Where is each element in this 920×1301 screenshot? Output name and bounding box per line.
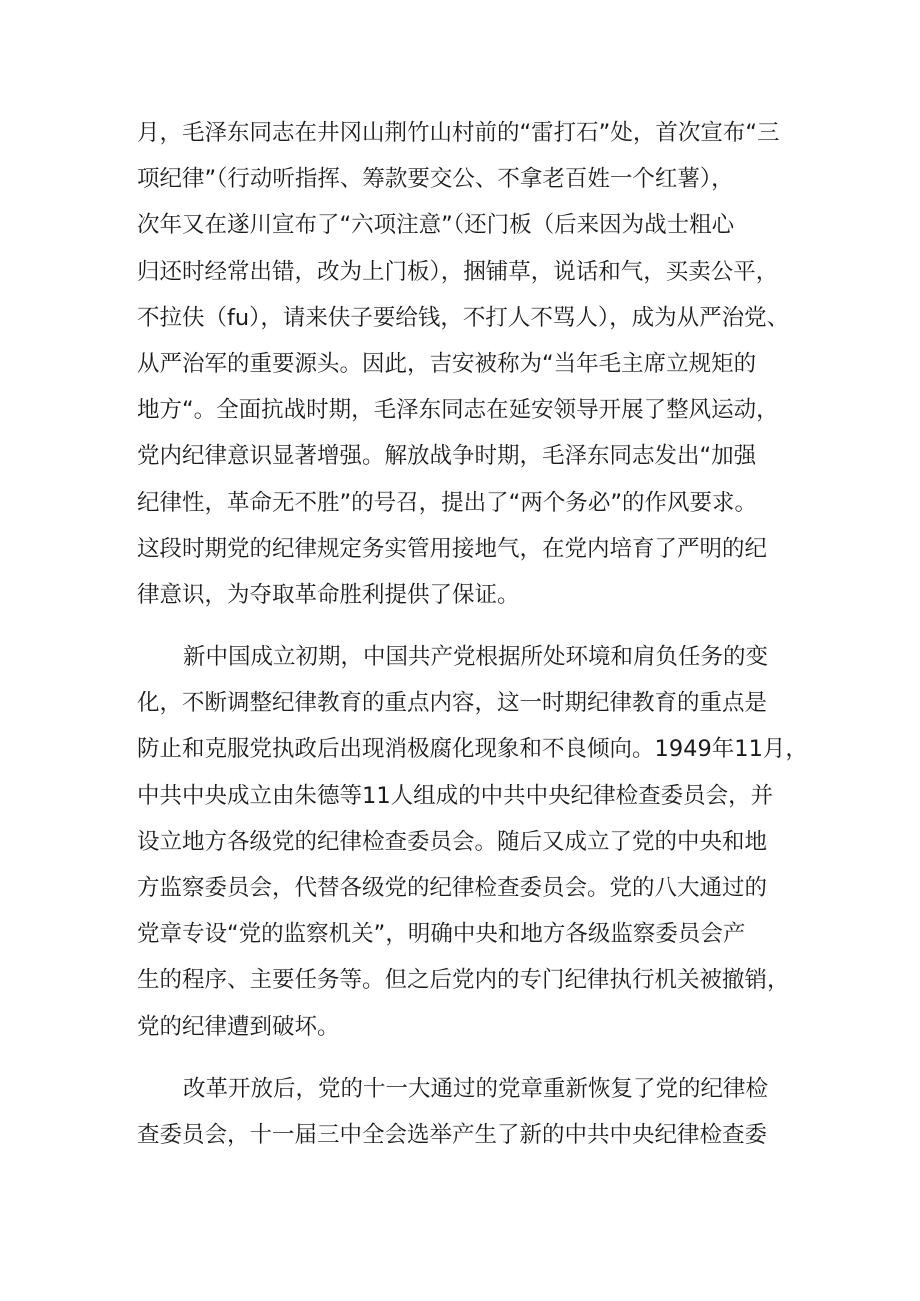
text-line-first: 改革开放后，党的十一大通过的党章重新恢复了党的纪律检 bbox=[183, 1075, 769, 1102]
text-line: 化，不断调整纪律教育的重点内容，这一时期纪律教育的重点是 bbox=[137, 690, 768, 717]
text-line: 中共中央成立由朱德等11人组成的中共中央纪律检查委员会，并 bbox=[137, 782, 774, 809]
text-line: 律意识，为夺取革命胜利提供了保证。 bbox=[137, 581, 520, 608]
text-line: 纪律性，革命无不胜”的号召，提出了“两个务必”的作风要求。 bbox=[137, 489, 757, 516]
text-line: 查委员会，十一届三中全会选举产生了新的中共中央纪律检查委 bbox=[137, 1121, 768, 1148]
text-line: 设立地方各级党的纪律检查委员会。随后又成立了党的中央和地 bbox=[137, 828, 768, 855]
text-line: 党的纪律遭到破坏。 bbox=[137, 1013, 340, 1040]
text-line-first: 新中国成立初期，中国共产党根据所处环境和肩负任务的变 bbox=[183, 644, 769, 671]
text-line: 归还时经常出错，改为上门板），捆铺草，说话和气，买卖公平， bbox=[137, 258, 779, 285]
text-line: 党章专设“党的监察机关”，明确中央和地方各级监察委员会产 bbox=[137, 921, 746, 948]
text-line: 防止和克服党执政后出现消极腐化现象和不良倾向。1949年11月， bbox=[137, 736, 808, 763]
text-line: 月，毛泽东同志在井冈山荆竹山村前的“雷打石”处，首次宣布“三 bbox=[137, 120, 780, 146]
paragraph-2 bbox=[137, 634, 817, 1050]
text-line: 地方“。全面抗战时期，毛泽东同志在延安领导开展了整风运动， bbox=[137, 397, 779, 424]
paragraph-spacer bbox=[137, 1050, 817, 1066]
text-line: 不拉伕（fu），请来伕子要给钱，不打人不骂人），成为从严治党、 bbox=[137, 304, 790, 331]
text-line: 从严治军的重要源头。因此，吉安被称为“当年毛主席立规矩的 bbox=[137, 350, 757, 377]
document-body bbox=[137, 110, 817, 1158]
text-line: 方监察委员会，代替各级党的纪律检查委员会。党的八大通过的 bbox=[137, 875, 768, 901]
paragraph-1 bbox=[137, 110, 817, 618]
text-line: 生的程序、主要任务等。但之后党内的专门纪律执行机关被撤销， bbox=[137, 967, 790, 994]
text-line: 党内纪律意识显著增强。解放战争时期，毛泽东同志发出“加强 bbox=[137, 443, 757, 470]
paragraph-spacer bbox=[137, 618, 817, 634]
text-line: 次年又在遂川宣布了“六项注意”（还门板（后来因为战士粗心 bbox=[137, 212, 735, 239]
text-line: 这段时期党的纪律规定务实管用接地气，在党内培育了严明的纪 bbox=[137, 535, 768, 562]
paragraph-3 bbox=[137, 1066, 817, 1158]
text-line: 项纪律”（行动听指挥、筹款要交公、不拿老百姓一个红薯）， bbox=[137, 166, 734, 193]
